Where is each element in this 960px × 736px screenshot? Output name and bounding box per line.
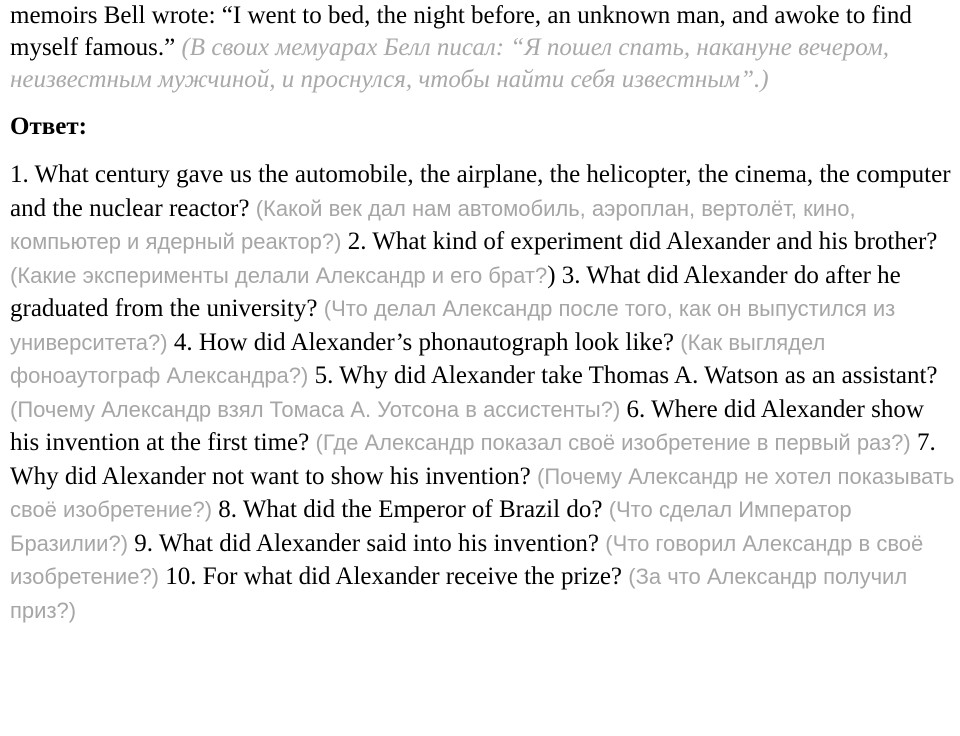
intro-english-text: memoirs Bell wrote: “I went to bed, the night before, an unknown man, and awoke to find myself famous.” <box>10 2 912 61</box>
answers-paragraph <box>10 158 955 627</box>
intro-paragraph <box>10 0 955 96</box>
answer-10-russian: (За что Александр получил приз?) <box>10 564 908 623</box>
answer-9-russian: (Что говорил Александр в своё изобретение?) <box>10 530 924 589</box>
answer-heading: Ответ: <box>10 113 87 140</box>
answer-8-russian: (Что сделал Император Бразилии?) <box>10 497 852 556</box>
answer-6-russian: (Где Александр показал своё изобретение в первый раз?) <box>315 430 911 455</box>
answer-5-english: 5. Why did Alexander take Thomas A. Watson as an assistant? <box>314 362 938 389</box>
answer-7-english: 7. Why did Alexander not want to show his invention? <box>10 429 936 490</box>
answer-1-russian: (Какой век дал нам автомобиль, аэроплан, вертолёт, кино, компьютер и ядерный реактор?) <box>10 195 856 254</box>
answer-3-russian: (Что делал Александр после того, как он выпустился из университета?) <box>10 296 896 355</box>
answer-8-english: 8. What did the Emperor of Brazil do? <box>218 496 603 523</box>
answer-1-english: 1. What century gave us the automobile, the airplane, the helicopter, the cinema, the computer and the nuclear reactor? <box>10 161 951 222</box>
intro-russian-translation: (В своих мемуарах Белл писал: “Я пошел спать, накануне вечером, неизвестным мужчиной, и проснулся, чтобы найти себя известным”.) <box>10 34 890 93</box>
answer-4-russian: (Как выглядел фоноаутограф Александра?) <box>10 329 826 388</box>
answer-5-russian: (Почему Александр взял Томаса А. Уотсона в ассистенты?) <box>10 396 621 422</box>
answer-7-russian: (Почему Александр не хотел показывать своё изобретение?) <box>10 463 955 522</box>
answer-2-english: 2. What kind of experiment did Alexander and his brother? <box>347 228 938 255</box>
answer-2-russian: (Какие эксперименты делали Александр и его брат? <box>10 262 548 288</box>
answer-9-english: 9. What did Alexander said into his invention? <box>134 529 599 557</box>
answer-4-english: 4. How did Alexander’s phonautograph look like? <box>173 328 674 356</box>
answer-3-english: ) 3. What did Alexander do after he graduated from the university? <box>10 261 901 322</box>
answer-6-english: 6. Where did Alexander show his invention at the first time? <box>10 395 924 456</box>
document-page <box>10 0 955 627</box>
answer-10-english: 10. For what did Alexander receive the prize? <box>165 563 623 590</box>
